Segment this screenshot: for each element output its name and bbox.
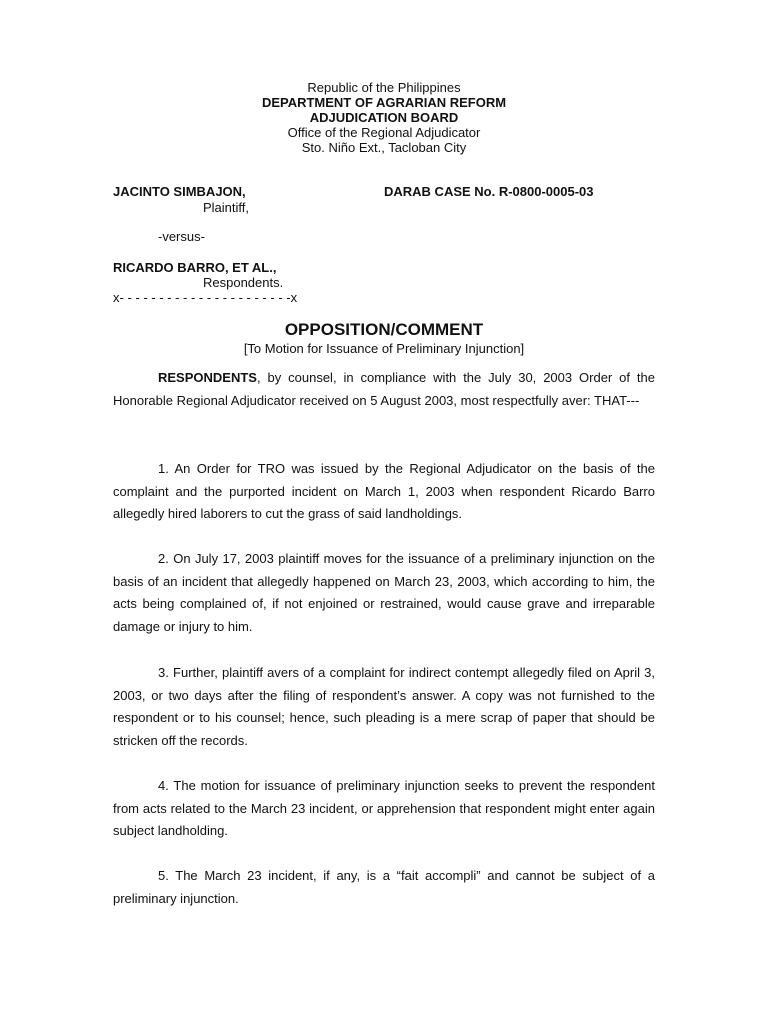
paragraph-5: 5. The March 23 incident, if any, is a “fait accompli” and cannot be subject of a preliminary injunction. <box>113 868 655 906</box>
header-office: Office of the Regional Adjudicator <box>287 125 481 140</box>
respondent-role: Respondents. <box>203 275 284 290</box>
document-title: OPPOSITION/COMMENT <box>284 320 484 339</box>
paragraph-2: 2. On July 17, 2003 plaintiff moves for the issuance of a preliminary injunction on the basis of an incident that allegedly happened on March 23, 2003, which according to him, the acts being complained of, if not enjoined or restrained, would cause grave and irreparable damage or injury to him. <box>113 551 655 634</box>
header-republic: Republic of the Philippines <box>307 80 461 95</box>
plaintiff-name: JACINTO SIMBAJON, <box>113 184 246 199</box>
paragraph-3: 3. Further, plaintiff avers of a complaint for indirect contempt allegedly filed on April 3, 2003, or two days after the filing of respondent’s answer. A copy was not furnished to the respondent or to his counsel; hence, such pleading is a mere scrap of paper that should be stricken off the records. <box>113 665 655 748</box>
paragraph-1: 1. An Order for TRO was issued by the Regional Adjudicator on the basis of the complaint and the purported incident on March 1, 2003 when respondent Ricardo Barro allegedly hired laborers to cut the grass of said landholdings. <box>113 461 655 521</box>
paragraph-4: 4. The motion for issuance of preliminary injunction seeks to prevent the respondent from acts related to the March 23 incident, or apprehension that respondent might enter again subject landholding. <box>113 778 655 838</box>
plaintiff-role: Plaintiff, <box>203 200 250 215</box>
intro-lead: RESPONDENTS <box>158 370 257 385</box>
header-department: DEPARTMENT OF AGRARIAN REFORM <box>261 95 507 110</box>
header-board: ADJUDICATION BOARD <box>309 110 459 125</box>
respondent-name: RICARDO BARRO, ET AL., <box>113 260 277 275</box>
document-subtitle: [To Motion for Issuance of Preliminary Injunction] <box>243 341 525 356</box>
versus-label: -versus- <box>158 229 205 244</box>
case-number: DARAB CASE No. R-0800-0005-03 <box>384 184 594 199</box>
intro-text: , by counsel, in compliance with the July 30, 2003 Order of the Honorable Regional Adjudicator received on 5 August 2003, most respectfully aver: THAT--- <box>113 370 655 408</box>
header-address: Sto. Niño Ext., Tacloban City <box>301 140 467 155</box>
intro-paragraph <box>113 367 655 412</box>
caption-separator: x- - - - - - - - - - - - - - - - - - - - - -x <box>113 290 298 305</box>
